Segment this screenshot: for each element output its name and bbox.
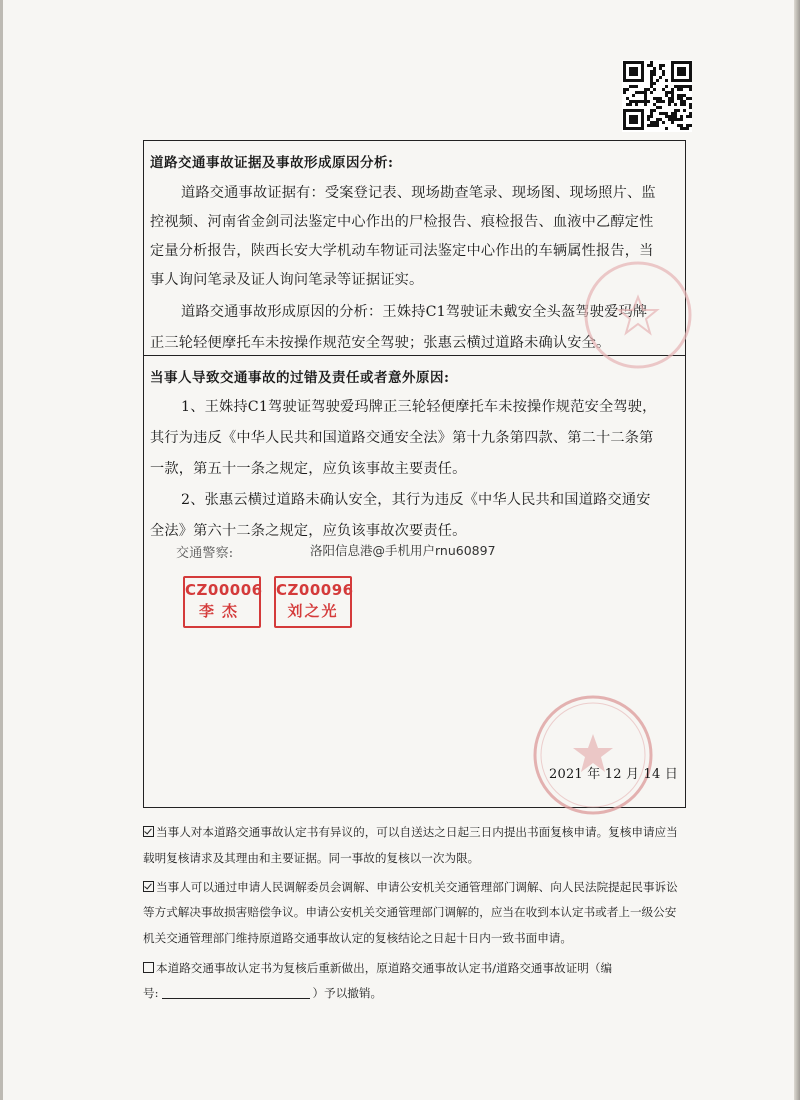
responsibility-line: 2、张惠云横过道路未确认安全，其行为违反《中华人民共和国道路交通安 <box>181 492 651 508</box>
responsibility-line: 其行为违反《中华人民共和国道路交通安全法》第十九条第四款、第二十二条第 <box>150 430 654 446</box>
responsibility-line: 一款，第五十一条之规定，应负该事故主要责任。 <box>150 461 467 477</box>
scan-edge-left <box>0 0 3 1100</box>
note-3-cont: 号: ）予以撤销。 <box>143 986 383 1000</box>
note-2-cont: 机关交通管理部门维持原道路交通事故认定的复核结论之日起十日内一致书面申请。 <box>143 931 572 945</box>
document-date: 2021 年 12 月 14 日 <box>549 767 679 782</box>
note-3-checkbox[interactable] <box>143 962 154 973</box>
scan-edge-right <box>794 0 800 1100</box>
official-seal-faint <box>578 255 698 375</box>
police-stamp <box>183 576 261 628</box>
stamp-code: CZ00096 <box>276 581 354 599</box>
responsibility-heading: 当事人导致交通事故的过错及责任或者意外原因: <box>150 370 450 386</box>
responsibility-line: 1、王姝持C1驾驶证驾驶爱玛牌正三轮轻便摩托车未按操作规范安全驾驶， <box>181 399 657 415</box>
cause-line: 道路交通事故形成原因的分析：王姝持C1驾驶证未戴安全头盔驾驶爱玛牌 <box>181 304 648 320</box>
evidence-line: 事人询问笔录及证人询问笔录等证据证实。 <box>150 272 424 288</box>
note-2: 当事人可以通过申请人民调解委员会调解、申请公安机关交通管理部门调解、向人民法院提起民事诉讼 <box>143 879 678 895</box>
note-3: 本道路交通事故认定书为复核后重新做出，原道路交通事故认定书/道路交通事故证明（编 <box>143 960 612 976</box>
stamp-name: 刘之光 <box>287 602 339 620</box>
note-1-checkbox[interactable] <box>143 826 154 837</box>
note-2-checkbox[interactable] <box>143 881 154 892</box>
responsibility-line: 全法》第六十二条之规定，应负该事故次要责任。 <box>150 523 467 539</box>
cause-line: 正三轮轻便摩托车未按操作规范安全驾驶；张惠云横过道路未确认安全。 <box>150 335 611 351</box>
evidence-line: 控视频、河南省金剑司法鉴定中心作出的尸检报告、痕检报告、血液中乙醇定性 <box>150 214 654 230</box>
note-1: 当事人对本道路交通事故认定书有异议的，可以自送达之日起三日内提出书面复核申请。复核申请应当 <box>143 824 678 840</box>
note-1-cont: 载明复核请求及其理由和主要证据。同一事故的复核以一次为限。 <box>143 851 480 865</box>
police-label: 交通警察: <box>176 546 234 561</box>
stamp-code: CZ00006 <box>185 581 263 599</box>
stamp-name: 李杰 <box>198 602 245 620</box>
police-stamp <box>274 576 352 628</box>
watermark-text: 洛阳信息港@手机用户rnu60897 <box>310 543 496 558</box>
official-seal <box>528 690 658 820</box>
evidence-heading: 道路交通事故证据及事故形成原因分析: <box>150 155 394 171</box>
note-2-cont: 等方式解决事故损害赔偿争议。申请公安机关交通管理部门调解的，应当在收到本认定书或者上一级公安 <box>143 905 677 919</box>
qr-code-icon[interactable] <box>622 60 692 132</box>
evidence-line: 道路交通事故证据有：受案登记表、现场勘查笔录、现场图、现场照片、监 <box>181 185 656 201</box>
case-number-blank[interactable] <box>162 987 310 999</box>
evidence-line: 定量分析报告，陕西长安大学机动车物证司法鉴定中心作出的车辆属性报告，当 <box>150 243 654 259</box>
